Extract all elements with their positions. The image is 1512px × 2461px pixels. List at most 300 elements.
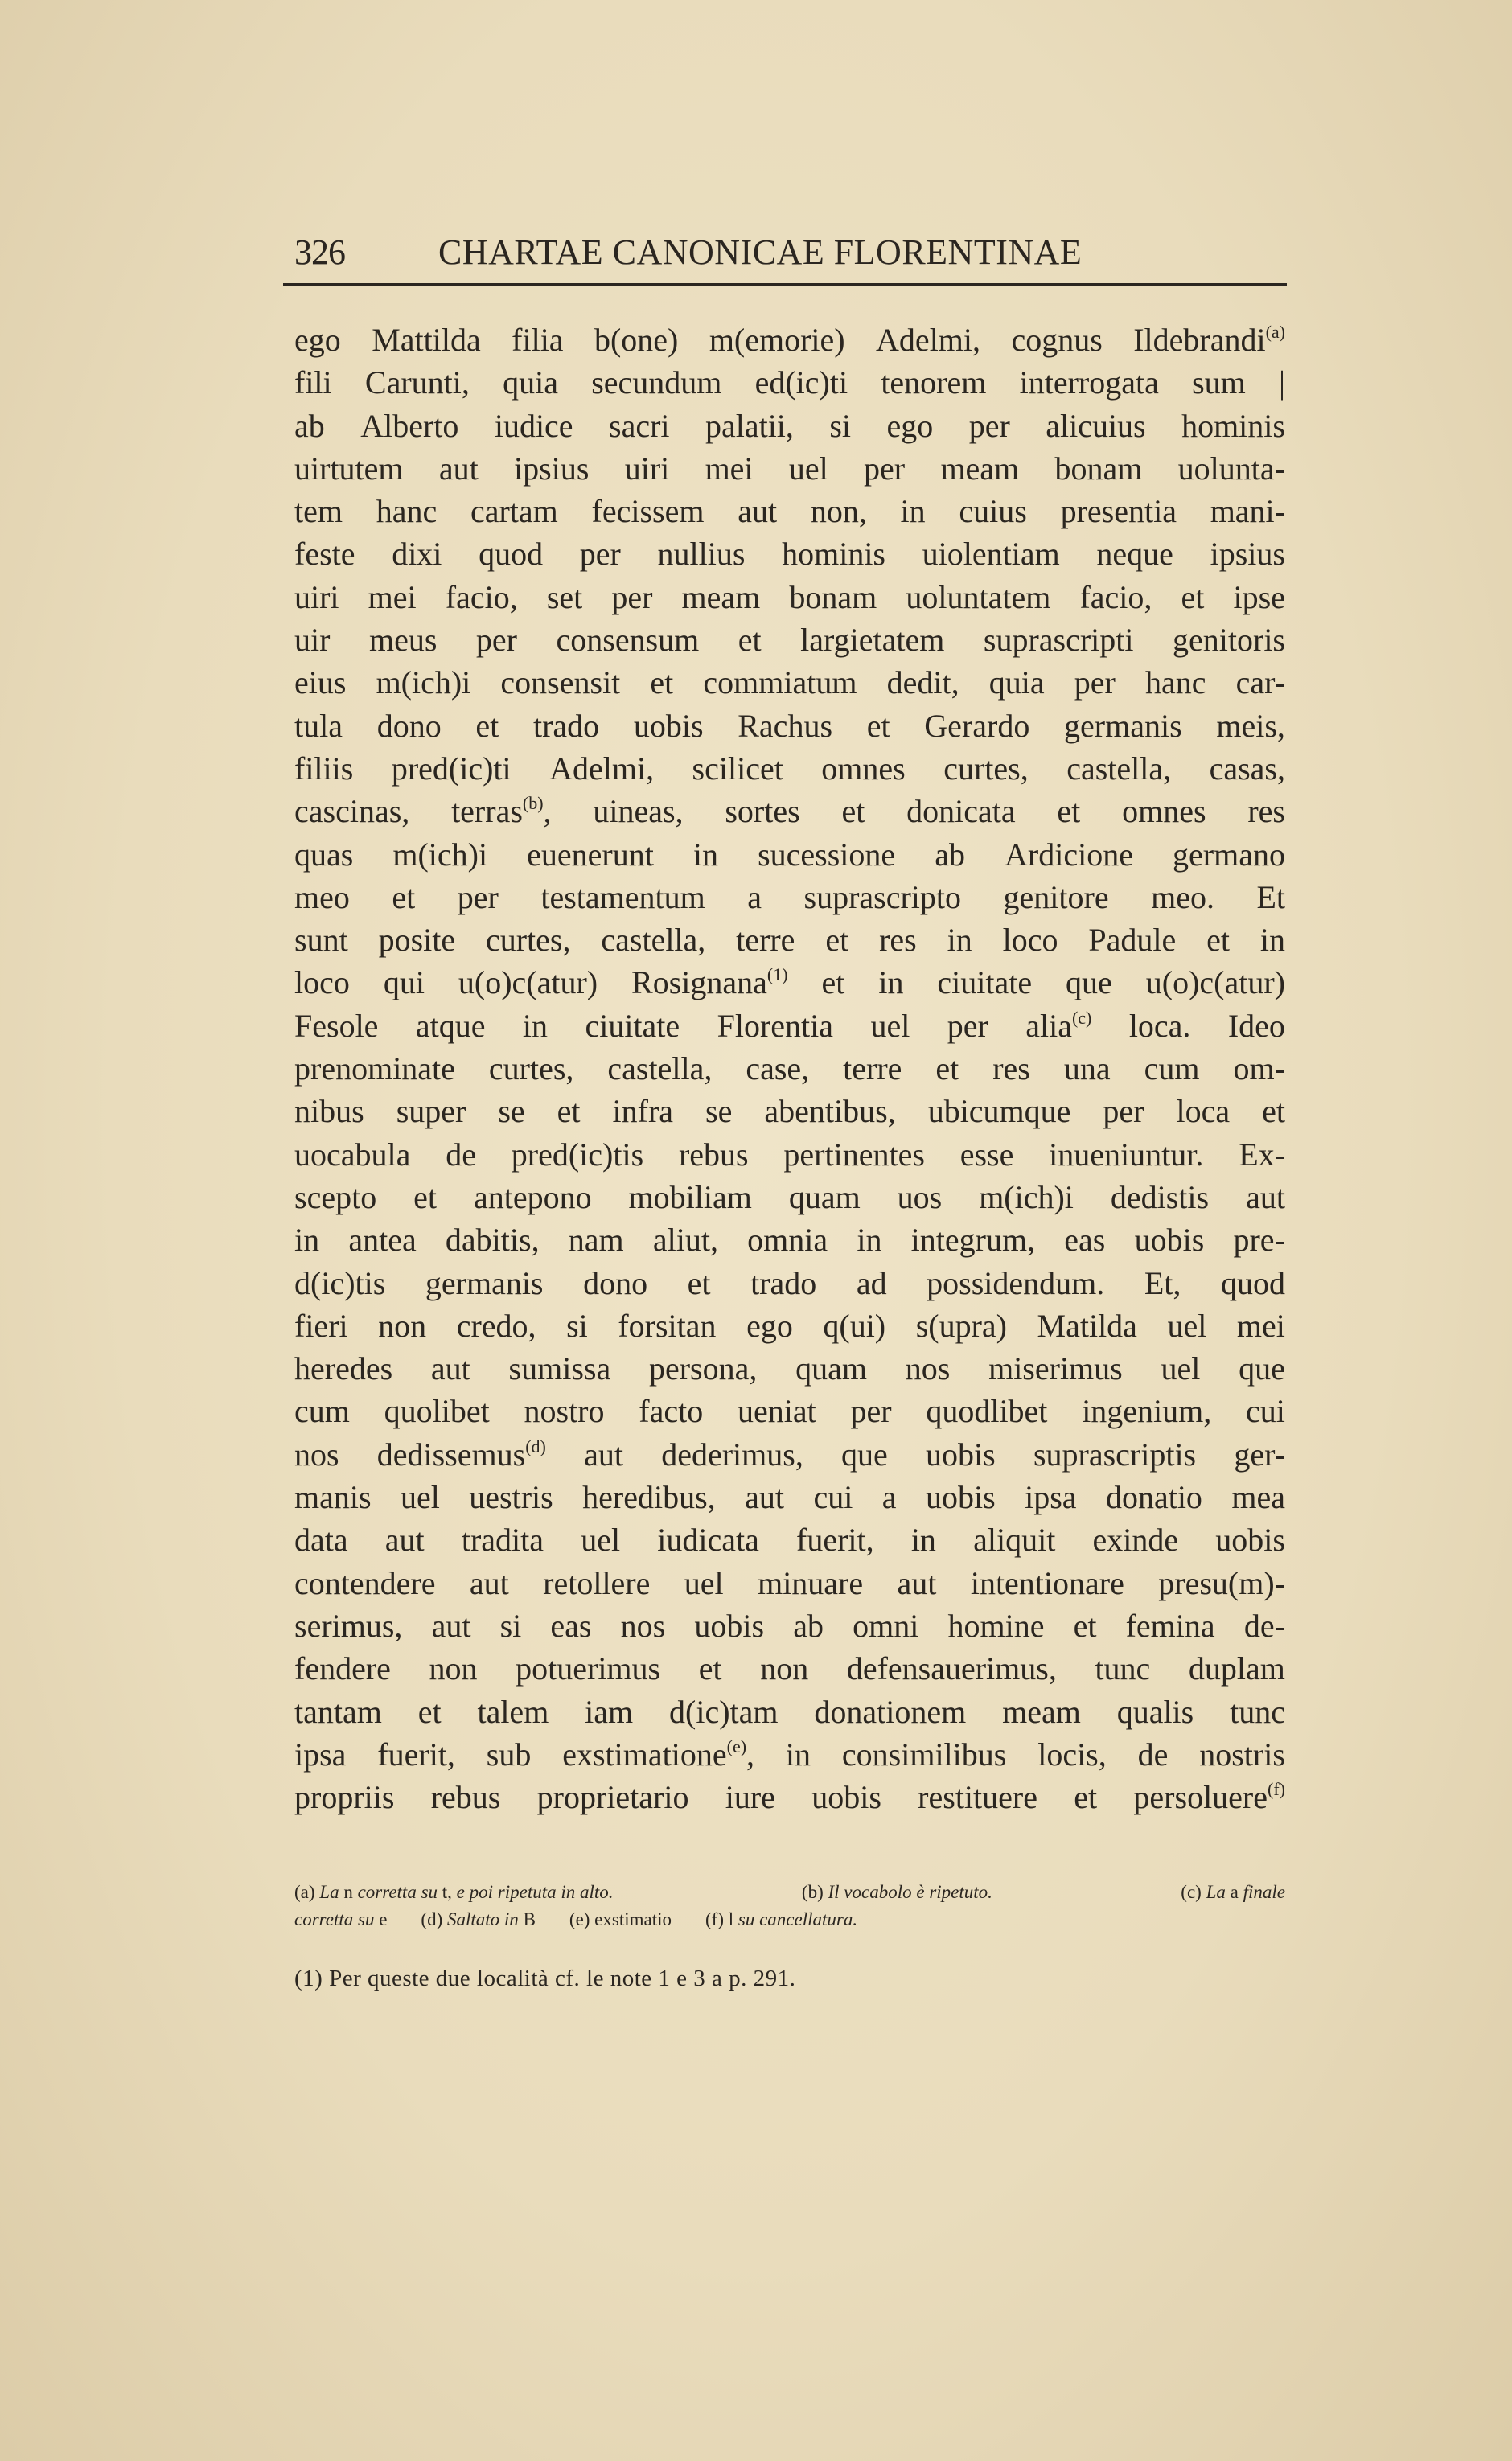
word: abentibus, (764, 1093, 896, 1130)
word: genitore (1003, 878, 1109, 915)
word: femina (1125, 1607, 1215, 1644)
word: per (579, 536, 621, 573)
word: aut (384, 1522, 425, 1559)
apparatus-note (1181, 1879, 1285, 1906)
word: terras$^{(b)}$, (451, 793, 552, 830)
word: per (968, 407, 1010, 444)
word: germano (1173, 836, 1285, 873)
word: in (878, 964, 904, 1001)
word: locis, (1037, 1736, 1107, 1773)
word: nos (294, 1436, 339, 1473)
word: que (841, 1436, 888, 1473)
word: loco (1002, 922, 1058, 959)
word: intentionare (970, 1564, 1124, 1601)
word: quod (479, 536, 544, 573)
word: Mattilda (372, 322, 481, 358)
text-line (294, 1604, 1285, 1647)
word: uolunta- (1177, 450, 1285, 487)
word: cartam (470, 493, 558, 530)
word: meus (368, 622, 438, 659)
word: a (747, 878, 762, 915)
word: loco (294, 964, 350, 1001)
word: in (1259, 922, 1285, 959)
word: uestris (469, 1479, 553, 1516)
word: castella, (607, 1050, 713, 1087)
word: filiis (294, 750, 354, 787)
word: omni (853, 1607, 919, 1644)
word: pertinentes (783, 1136, 925, 1173)
italic-text: finale (1243, 1882, 1285, 1902)
word: cui (813, 1479, 853, 1516)
word: se (498, 1093, 525, 1130)
word: res (992, 1050, 1030, 1087)
word: sum (1192, 364, 1246, 401)
word: terre (843, 1050, 902, 1087)
word: pre- (1233, 1222, 1285, 1259)
word: uel (1161, 1350, 1201, 1387)
word: loca (1176, 1093, 1231, 1130)
italic-text: Il vocabolo è ripetuto. (828, 1882, 992, 1902)
word: feste (294, 536, 355, 573)
word: retollere (543, 1564, 651, 1601)
word: uiolentiam (922, 536, 1060, 573)
word: Florentia (717, 1007, 834, 1044)
apparatus-line (294, 1906, 1285, 1933)
word: mei (368, 578, 417, 615)
word: curtes, (943, 750, 1029, 787)
word: fili (294, 364, 332, 401)
word: antepono (473, 1178, 592, 1215)
word: Adelmi, (876, 322, 981, 358)
word: contendere (294, 1564, 436, 1601)
word: interrogata (1019, 364, 1159, 401)
note-text: (f) l (705, 1909, 738, 1929)
text-line (294, 318, 1285, 361)
note-text: B (518, 1909, 536, 1929)
word: et (825, 922, 849, 959)
word: ego (294, 322, 341, 358)
word: quolibet (384, 1393, 490, 1430)
word: qualis (1116, 1693, 1194, 1730)
word: uel (1167, 1307, 1207, 1344)
word: tradita (461, 1522, 544, 1559)
text-line (294, 1090, 1285, 1132)
word: non (429, 1650, 478, 1687)
word: uobis (1215, 1522, 1285, 1559)
word: terre (736, 922, 795, 959)
footnote-marker: (f) (1268, 1779, 1285, 1800)
word: nostro (524, 1393, 605, 1430)
word: mei (1236, 1307, 1285, 1344)
word: persoluere$^{(f)}$ (1133, 1779, 1285, 1816)
word: alia$^{(c)}$ (1025, 1007, 1092, 1044)
word: quia (503, 364, 558, 401)
word: Carunti, (364, 364, 470, 401)
word: germanis (425, 1264, 544, 1301)
word: dedit, (886, 664, 959, 701)
word: fecissem (591, 493, 705, 530)
word: casas, (1209, 750, 1285, 787)
word: Rosignana$^{(1)}$ (631, 964, 788, 1001)
page-number: 326 (294, 232, 345, 272)
text-line (294, 918, 1285, 961)
word: genitoris (1173, 622, 1285, 659)
word: et (392, 878, 416, 915)
footnote-marker: (b) (522, 793, 544, 814)
note-text: (b) (801, 1882, 828, 1902)
word: uirtutem (294, 450, 404, 487)
text-line (294, 1562, 1285, 1604)
word: aut (1246, 1178, 1285, 1215)
word: mani- (1210, 493, 1285, 530)
word: m(ich)i (392, 836, 488, 873)
word: et (1074, 1779, 1098, 1816)
text-line (294, 1304, 1285, 1347)
word: presu(m)- (1158, 1564, 1285, 1601)
word: germanis (1064, 707, 1182, 744)
apparatus-note (705, 1906, 857, 1933)
text-line (294, 833, 1285, 876)
word: ingenium, (1082, 1393, 1212, 1430)
word: et (413, 1178, 438, 1215)
word: et (866, 707, 890, 744)
word: filia (512, 322, 564, 358)
word: tenorem (881, 364, 987, 401)
word: dedistis (1110, 1178, 1210, 1215)
word: ger- (1234, 1436, 1285, 1473)
text-line (294, 361, 1285, 404)
word: cui (1246, 1393, 1285, 1430)
word: sacri (609, 407, 670, 444)
word: per (457, 878, 499, 915)
word: s(upra) (915, 1307, 1007, 1344)
word: antea (348, 1222, 417, 1259)
word: et (1057, 793, 1081, 830)
word: donationem (814, 1693, 967, 1730)
footnote-marker: (c) (1071, 1007, 1092, 1028)
word: bonam (1054, 450, 1143, 487)
word: hanc (1144, 664, 1206, 701)
text-line (294, 1776, 1285, 1818)
word: a (881, 1479, 897, 1516)
word: proprietario (536, 1779, 689, 1816)
word: aut (584, 1436, 623, 1473)
italic-text: corretta su (357, 1882, 438, 1902)
apparatus-line (294, 1879, 1285, 1906)
word: manis (294, 1479, 372, 1516)
word: si (829, 407, 852, 444)
word: uir (294, 622, 331, 659)
word: Ardicione (1005, 836, 1133, 873)
word: castella, (1066, 750, 1172, 787)
word: uobis (633, 707, 704, 744)
word: res (879, 922, 917, 959)
word: pred(ic)ti (391, 750, 512, 787)
italic-text: La (1206, 1882, 1226, 1902)
running-title: CHARTAE CANONICAE FLORENTINAE (438, 232, 1083, 272)
word: loca. (1128, 1007, 1191, 1044)
word: hominis (1181, 407, 1285, 444)
word: de (446, 1136, 476, 1173)
word: | (1278, 364, 1285, 401)
note-text: (d) (421, 1909, 447, 1929)
word: quodlibet (926, 1393, 1048, 1430)
text-line (294, 1262, 1285, 1304)
word: uobis (811, 1779, 881, 1816)
word: sunt (294, 922, 348, 959)
word: et (841, 793, 865, 830)
word: iudicata (657, 1522, 759, 1559)
word: homine (947, 1607, 1045, 1644)
word: iam (585, 1693, 634, 1730)
footnote-marker: (e) (726, 1736, 747, 1756)
word: sub (486, 1736, 532, 1773)
word: uobis (926, 1436, 996, 1473)
word: hominis (782, 536, 885, 573)
word: d(ic)tam (669, 1693, 779, 1730)
word: aliut, (652, 1222, 718, 1259)
word: eius (294, 664, 347, 701)
word: ueniat (737, 1393, 816, 1430)
word: omnia (747, 1222, 828, 1259)
word: om- (1233, 1050, 1285, 1087)
word: suprascripti (983, 622, 1134, 659)
word: ciuitate (585, 1007, 680, 1044)
word: quod (1220, 1264, 1285, 1301)
footnote-marker: (1) (766, 964, 788, 985)
word: dederimus, (661, 1436, 803, 1473)
word: et (821, 964, 845, 1001)
word: u(o)c(atur) (458, 964, 598, 1001)
word: consensum (556, 622, 700, 659)
word: et (650, 664, 674, 701)
apparatus-note (294, 1906, 387, 1933)
word: possidendum. (927, 1264, 1105, 1301)
apparatus-note (294, 1879, 614, 1906)
word: sumissa (508, 1350, 611, 1387)
word: ciuitate (937, 964, 1033, 1001)
word: defensauerimus, (846, 1650, 1057, 1687)
word: miserimus (988, 1350, 1123, 1387)
word: Et (1256, 878, 1285, 915)
word: donicata (906, 793, 1016, 830)
word: q(ui) (823, 1307, 886, 1344)
text-line (294, 661, 1285, 704)
word: Ex- (1239, 1136, 1285, 1173)
text-line (294, 1005, 1285, 1047)
italic-text: e poi ripetuta in alto. (456, 1882, 614, 1902)
word: ed(ic)ti (754, 364, 848, 401)
word: talem (477, 1693, 549, 1730)
word: atque (415, 1007, 486, 1044)
word: non, (810, 493, 867, 530)
word: Et, (1144, 1264, 1181, 1301)
word: que (1066, 964, 1112, 1001)
word: Matilda (1037, 1307, 1137, 1344)
word: ipsius (514, 450, 590, 487)
word: palatii, (705, 407, 794, 444)
word: tantam (294, 1693, 382, 1730)
note-text: (e) exstimatio (569, 1909, 672, 1929)
word: ab (294, 407, 325, 444)
apparatus-note (802, 1879, 992, 1906)
word: de- (1243, 1607, 1285, 1644)
word: aut (438, 450, 479, 487)
word: dabitis, (445, 1222, 540, 1259)
word: in (522, 1007, 549, 1044)
word: Ideo (1227, 1007, 1285, 1044)
italic-text: La (319, 1882, 339, 1902)
note-text: t, (438, 1882, 457, 1902)
word: duplam (1188, 1650, 1285, 1687)
word: facio, (1079, 578, 1152, 615)
word: cuius (959, 493, 1027, 530)
word: se (705, 1093, 733, 1130)
word: aut (430, 1350, 470, 1387)
word: aut (897, 1564, 937, 1601)
word: uel (400, 1479, 440, 1516)
word: heredibus, (582, 1479, 716, 1516)
footnote-marker: (d) (525, 1436, 546, 1456)
word: forsitan (618, 1307, 717, 1344)
word: sucessione (758, 836, 896, 873)
text-line (294, 1176, 1285, 1218)
note-text: a (1225, 1882, 1243, 1902)
text-line (294, 876, 1285, 918)
word: exstimatione$^{(e)}$, (562, 1736, 755, 1773)
word: et (698, 1650, 722, 1687)
word: euenerunt (527, 836, 654, 873)
word: nullius (657, 536, 746, 573)
word: tunc (1095, 1650, 1151, 1687)
word: fuerit, (796, 1522, 874, 1559)
word: alicuius (1046, 407, 1146, 444)
word: scepto (294, 1178, 377, 1215)
word: Gerardo (924, 707, 1030, 744)
word: set (546, 578, 583, 615)
word: curtes, (488, 1050, 574, 1087)
word: in (294, 1222, 320, 1259)
text-line (294, 618, 1285, 661)
word: uobis (1134, 1222, 1205, 1259)
word: et (935, 1050, 959, 1087)
word: testamentum (540, 878, 705, 915)
word: pred(ic)tis (511, 1136, 644, 1173)
word: serimus, (294, 1607, 403, 1644)
word: cum (294, 1393, 350, 1430)
word: eas (1064, 1222, 1106, 1259)
word: qui (383, 964, 425, 1001)
apparatus-note (421, 1906, 535, 1933)
word: u(o)c(atur) (1145, 964, 1285, 1001)
word: per (864, 450, 906, 487)
word: suprascriptis (1033, 1436, 1197, 1473)
word: uiri (624, 450, 670, 487)
word: ipsius (1210, 536, 1285, 573)
word: d(ic)tis (294, 1264, 386, 1301)
word: scilicet (692, 750, 783, 787)
word: eas (550, 1607, 592, 1644)
word: dedissemus$^{(d)}$ (376, 1436, 546, 1473)
word: aliquit (973, 1522, 1056, 1559)
word: in (947, 922, 972, 959)
word: mea (1231, 1479, 1285, 1516)
word: per (850, 1393, 892, 1430)
word: ego (746, 1307, 793, 1344)
word: uocabula (294, 1136, 411, 1173)
word: esse (959, 1136, 1014, 1173)
word: in (857, 1222, 882, 1259)
word: ipsa (294, 1736, 347, 1773)
word: uiri (294, 578, 339, 615)
word: meam (940, 450, 1020, 487)
text-line (294, 1133, 1285, 1176)
word: in (785, 1736, 811, 1773)
word: presentia (1060, 493, 1177, 530)
word: et (475, 707, 499, 744)
word: per (475, 622, 517, 659)
word: facio, (445, 578, 518, 615)
word: quia (988, 664, 1045, 701)
word: meis, (1216, 707, 1285, 744)
word: restituere (918, 1779, 1037, 1816)
word: m(ich)i (979, 1178, 1074, 1215)
word: quam (788, 1178, 861, 1215)
word: iudice (494, 407, 573, 444)
word: uineas, (593, 793, 684, 830)
text-line (294, 1347, 1285, 1390)
word: in (910, 1522, 936, 1559)
footnote-marker: (a) (1265, 322, 1285, 342)
word: consimilibus (841, 1736, 1007, 1773)
word: ego (886, 407, 934, 444)
word: m(emorie) (709, 322, 845, 358)
word: per (1074, 664, 1116, 701)
word: tunc (1230, 1693, 1285, 1730)
word: ipse (1233, 578, 1285, 615)
word: ab (793, 1607, 824, 1644)
word: quas (294, 836, 354, 873)
word: suprascripto (803, 878, 962, 915)
word: super (396, 1093, 466, 1130)
word: dono (376, 707, 442, 744)
word: heredes (294, 1350, 393, 1387)
word: omnes (1122, 793, 1206, 830)
text-line (294, 790, 1285, 832)
word: m(ich)i (376, 664, 471, 701)
text-line (294, 532, 1285, 575)
word: neque (1096, 536, 1173, 573)
word: per (1103, 1093, 1144, 1130)
word: tem (294, 493, 343, 530)
word: rebus (430, 1779, 501, 1816)
word: per (947, 1007, 988, 1044)
italic-text: Saltato in (447, 1909, 519, 1929)
word: potuerimus (516, 1650, 661, 1687)
note-text: n (339, 1882, 358, 1902)
word: ubicumque (927, 1093, 1071, 1130)
word: non (760, 1650, 809, 1687)
text-line (294, 1047, 1285, 1090)
word: iure (725, 1779, 775, 1816)
word: meo. (1151, 878, 1214, 915)
word: et (1206, 922, 1230, 959)
word: curtes, (485, 922, 571, 959)
word: Rachus (738, 707, 833, 744)
word: infra (612, 1093, 674, 1130)
word: Adelmi, (549, 750, 655, 787)
word: facto (639, 1393, 704, 1430)
